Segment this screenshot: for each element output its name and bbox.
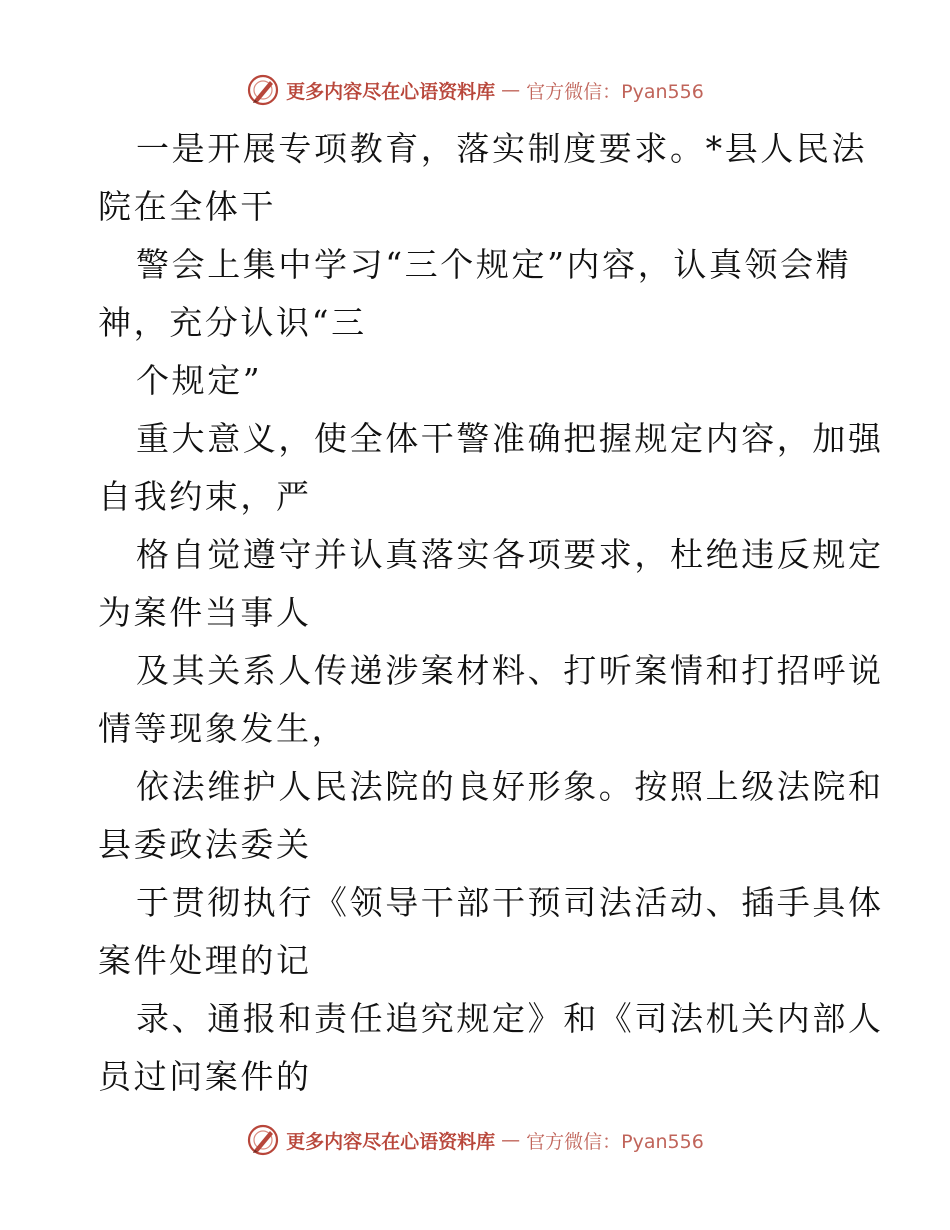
text-line: 情等现象发生，	[98, 709, 348, 748]
document-body	[98, 120, 884, 1106]
text-line: 于贯彻执行《领导干部干预司法活动、插手具体	[136, 883, 884, 922]
contact-text: 官方微信：Pyan556	[526, 1130, 704, 1153]
pen-logo-icon	[246, 73, 280, 107]
text-line: 案件处理的记	[98, 941, 312, 980]
banner-dash: —	[501, 79, 521, 101]
text-line: 一是开展专项教育，落实制度要求。*县人民法	[136, 129, 868, 168]
site-name: 更多内容尽在心语资料库	[286, 80, 496, 103]
text-line: 依法维护人民法院的良好形象。按照上级法院和	[136, 767, 884, 806]
text-line: 院在全体干	[98, 187, 276, 226]
text-line: 重大意义，使全体干警准确把握规定内容，加强	[136, 419, 884, 458]
contact-text: 官方微信：Pyan556	[526, 80, 704, 103]
text-line: 自我约束，严	[98, 477, 312, 516]
text-line: 员过问案件的	[98, 1057, 312, 1096]
text-line: 为案件当事人	[98, 593, 312, 632]
footer-watermark-banner	[0, 1120, 950, 1160]
pen-logo-icon	[246, 1123, 280, 1157]
text-line: 个规定”	[136, 361, 263, 400]
header-watermark-banner	[0, 70, 950, 110]
text-line: 及其关系人传递涉案材料、打听案情和打招呼说	[136, 651, 884, 690]
text-line: 录、通报和责任追究规定》和《司法机关内部人	[136, 999, 884, 1038]
text-line: 格自觉遵守并认真落实各项要求，杜绝违反规定	[136, 535, 884, 574]
text-line: 县委政法委关	[98, 825, 312, 864]
paragraph	[98, 120, 884, 1106]
banner-dash: —	[501, 1129, 521, 1151]
text-line: 警会上集中学习“三个规定”内容，认真领会精	[136, 245, 852, 284]
text-line: 神，充分认识“三	[98, 303, 367, 342]
site-name: 更多内容尽在心语资料库	[286, 1130, 496, 1153]
